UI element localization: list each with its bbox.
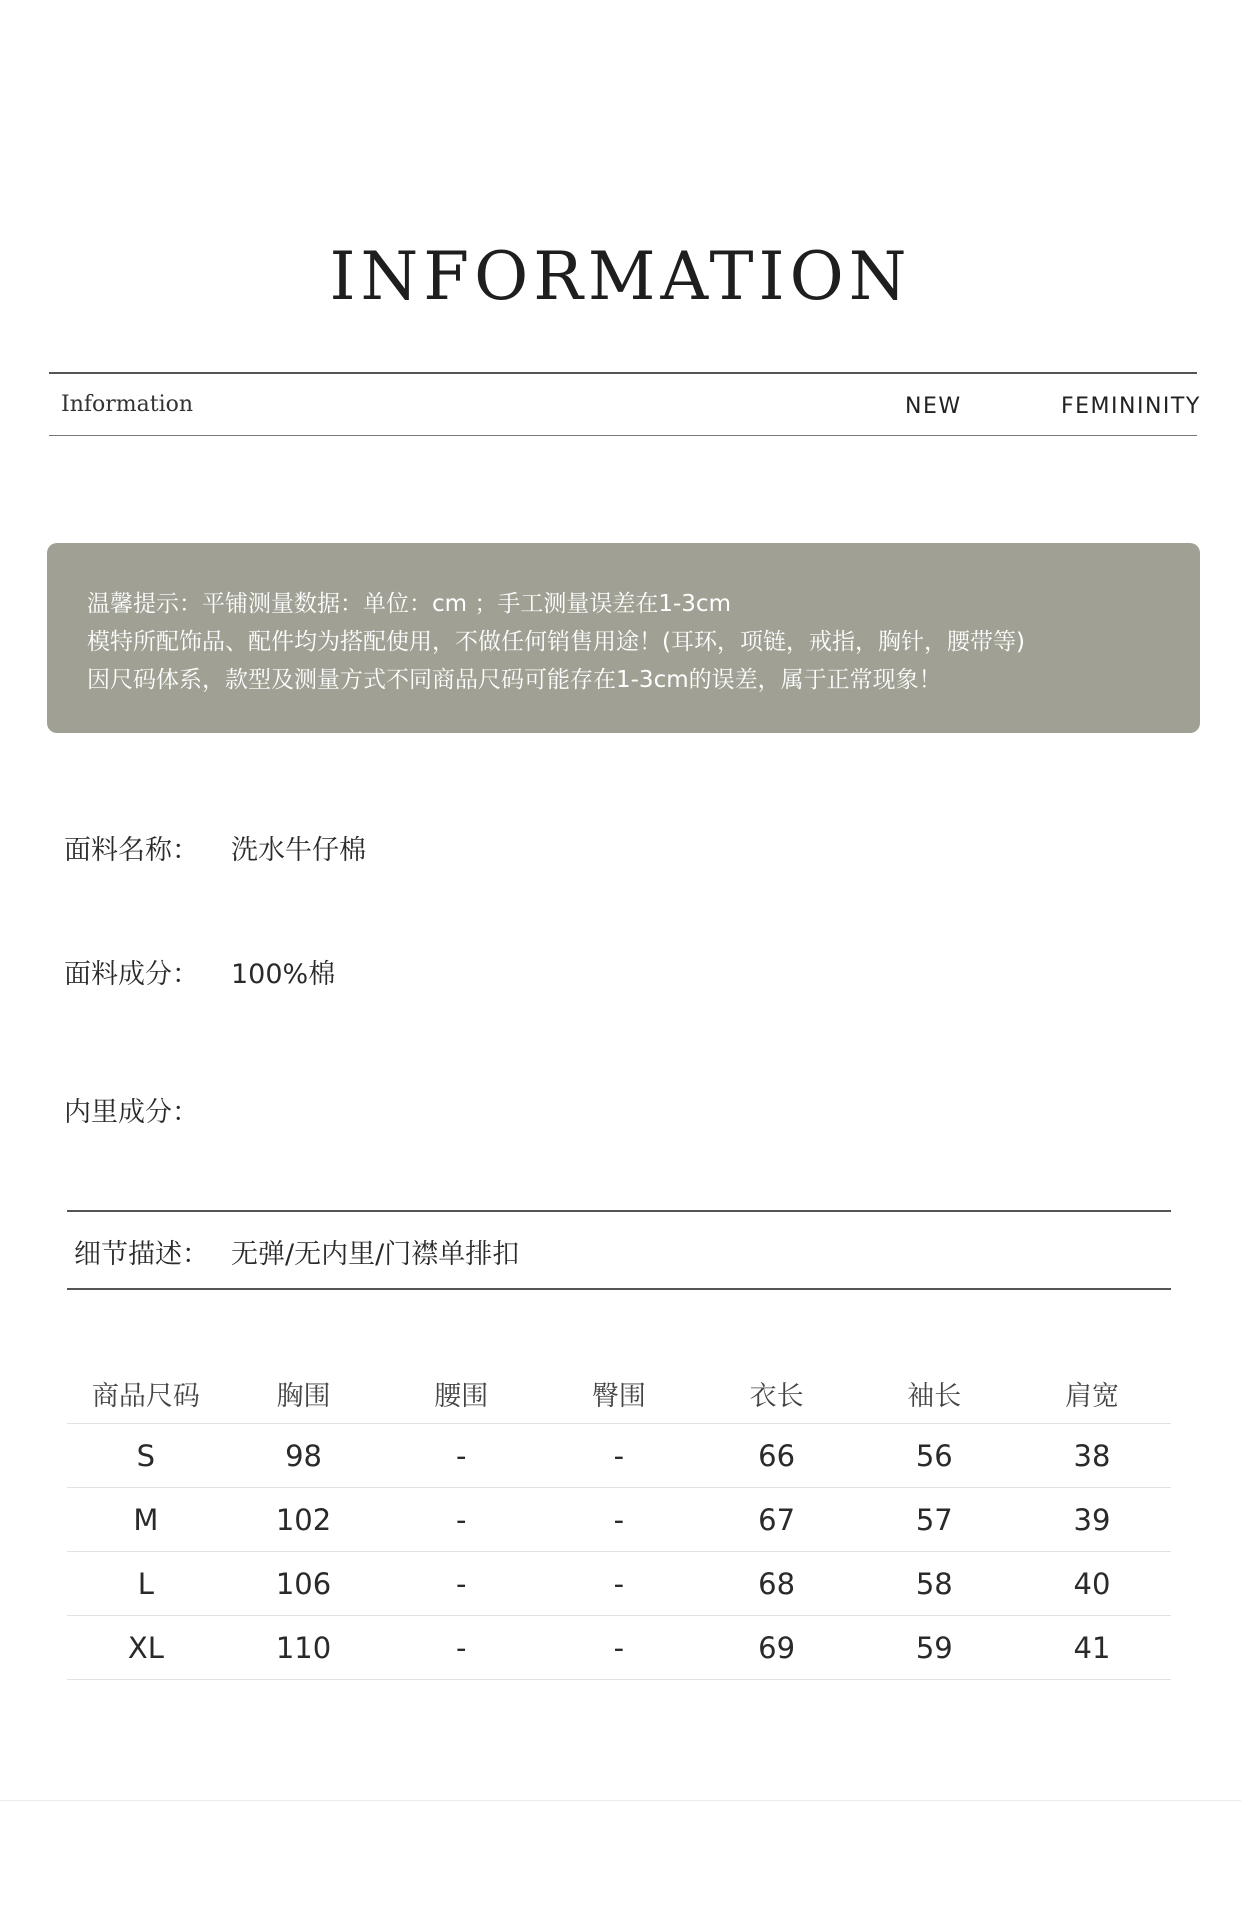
header-shoulder: 肩宽 — [1064, 1380, 1119, 1412]
cell-length: 68 — [758, 1566, 796, 1601]
cell-hip: - — [613, 1502, 625, 1537]
cell-waist: - — [455, 1566, 467, 1601]
cell-length: 67 — [758, 1502, 796, 1537]
header-length: 衣长 — [749, 1380, 804, 1412]
detail-bottom-divider — [67, 1288, 1171, 1290]
cell-waist: - — [455, 1438, 467, 1473]
size-table-header-row — [67, 1363, 1171, 1424]
table-row — [67, 1488, 1171, 1552]
cell-size: S — [136, 1438, 156, 1473]
cell-chest: 102 — [275, 1502, 332, 1537]
table-row — [67, 1552, 1171, 1616]
header-sleeve: 袖长 — [907, 1380, 962, 1412]
header-hip: 臀围 — [591, 1380, 646, 1412]
cell-shoulder: 39 — [1073, 1502, 1111, 1537]
notice-line-2: 模特所配饰品、配件均为搭配使用，不做任何销售用途！(耳环，项链，戒指，胸针，腰带等) — [87, 629, 1025, 655]
notice-line-1: 温馨提示：平铺测量数据：单位：cm ；手工测量误差在1-3cm — [87, 591, 731, 617]
cell-shoulder: 41 — [1073, 1630, 1111, 1665]
notice-box — [47, 543, 1200, 733]
cell-chest: 106 — [275, 1566, 332, 1601]
cell-sleeve: 56 — [915, 1438, 953, 1473]
cell-hip: - — [613, 1566, 625, 1601]
cell-length: 69 — [758, 1630, 796, 1665]
fabric-composition-label: 面料成分： — [64, 959, 199, 990]
page-title: INFORMATION — [329, 238, 912, 315]
fabric-name-label: 面料名称： — [64, 835, 199, 866]
fabric-name-value: 洗水牛仔棉 — [231, 835, 366, 866]
cell-size: XL — [127, 1630, 164, 1665]
subheader-new: NEW — [905, 394, 962, 419]
header-size: 商品尺码 — [91, 1380, 200, 1412]
cell-length: 66 — [758, 1438, 796, 1473]
lining-composition-label: 内里成分： — [64, 1097, 199, 1128]
cell-chest: 98 — [285, 1438, 322, 1473]
cell-waist: - — [455, 1502, 467, 1537]
cell-shoulder: 40 — [1073, 1566, 1111, 1601]
header-top-divider — [49, 372, 1197, 374]
cell-waist: - — [455, 1630, 467, 1665]
notice-line-3: 因尺码体系，款型及测量方式不同商品尺码可能存在1-3cm的误差，属于正常现象！ — [87, 667, 942, 693]
cell-hip: - — [613, 1630, 625, 1665]
cell-sleeve: 59 — [915, 1630, 953, 1665]
cell-hip: - — [613, 1438, 625, 1473]
table-row — [67, 1424, 1171, 1488]
header-bottom-divider — [49, 435, 1197, 436]
size-table — [67, 1363, 1171, 1680]
cell-sleeve: 57 — [915, 1502, 953, 1537]
cell-shoulder: 38 — [1073, 1438, 1111, 1473]
detail-description-label: 细节描述： — [74, 1239, 209, 1270]
cell-sleeve: 58 — [915, 1566, 953, 1601]
header-chest: 胸围 — [276, 1380, 331, 1412]
footer-divider — [0, 1800, 1241, 1801]
cell-size: L — [137, 1566, 154, 1601]
header-waist: 腰围 — [434, 1380, 489, 1412]
detail-description-value: 无弹/无内里/门襟单排扣 — [231, 1239, 520, 1270]
detail-top-divider — [67, 1210, 1171, 1212]
subheader-femininity: FEMININITY — [1061, 394, 1201, 419]
table-row — [67, 1616, 1171, 1680]
subheader-information: Information — [61, 392, 194, 417]
cell-size: M — [133, 1502, 159, 1537]
cell-chest: 110 — [275, 1630, 332, 1665]
fabric-composition-value: 100%棉 — [231, 959, 336, 990]
